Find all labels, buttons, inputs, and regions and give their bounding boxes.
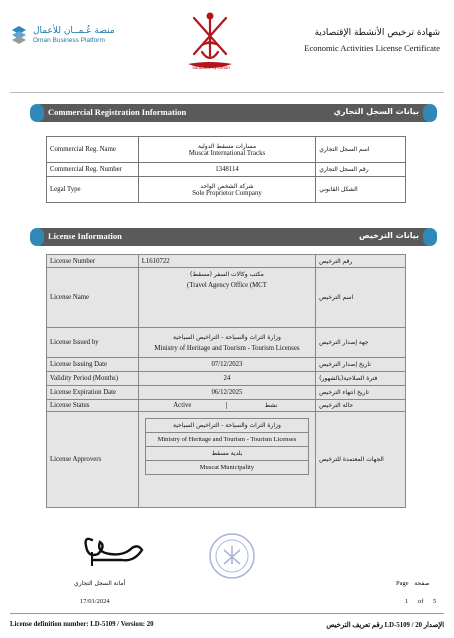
- validity-label-ar: فترة الصلاحية(بالشهور): [316, 372, 406, 386]
- license-definition-ar: رقم تعريف الترخيص LD-5109 / الإصدار 20: [326, 622, 444, 629]
- status-label-ar: حالة الترخيص: [316, 400, 406, 412]
- issue-date-label-ar: تاريخ إصدار الترخيص: [316, 358, 406, 372]
- page-label-ar: صفحة: [414, 580, 430, 587]
- row-value: [138, 177, 315, 203]
- license-name-en: (Travel Agency Office (MCT: [187, 282, 267, 289]
- issued-by-en: Ministry of Heritage and Tourism - Tourism Licenses: [154, 344, 300, 352]
- commercial-section-title-ar: بيانات السجل التجاري: [333, 107, 419, 116]
- expiry-label-en: License Expiration Date: [47, 386, 139, 400]
- oman-business-platform-logo: [10, 24, 115, 46]
- table-row: [47, 255, 406, 268]
- platform-name-en: Oman Business Platform: [33, 36, 105, 44]
- section-bar-accent-left: [30, 104, 44, 122]
- section-bar-accent-left: [30, 228, 44, 246]
- list-item: [145, 419, 308, 433]
- row-value: [138, 137, 315, 163]
- approver-1-ar: وزارة التراث والسياحة - التراخيص السياحية: [145, 419, 308, 433]
- certificate-header: [0, 0, 454, 92]
- page-total: 5: [433, 598, 437, 605]
- legal-type-en: Sole Proprietor Company: [192, 189, 262, 197]
- page-of: of: [418, 598, 424, 605]
- issue-date-label-en: License Issuing Date: [47, 358, 139, 372]
- table-row: [47, 137, 406, 163]
- table-row: [47, 268, 406, 328]
- approvers-table: [145, 418, 309, 475]
- issued-by-label-ar: جهة إصدار الترخيص: [316, 328, 406, 358]
- issued-by-value: [138, 328, 315, 358]
- status-value: [138, 400, 315, 412]
- page-number: 1: [405, 598, 409, 605]
- license-number-label-ar: رقم الترخيص: [316, 255, 406, 268]
- certificate-title-en: Economic Activities License Certificate: [304, 43, 440, 53]
- list-item: [145, 447, 308, 461]
- row-label-en: Commercial Reg. Number: [47, 163, 139, 177]
- row-label-en: Commercial Reg. Name: [47, 137, 139, 163]
- table-row: [47, 386, 406, 400]
- certificate-title-ar: شهادة ترخيص الأنشطة الإقتصادية: [314, 28, 440, 38]
- issue-date-value: 07/12/2023: [138, 358, 315, 372]
- signature-image: [62, 532, 162, 572]
- issued-by-label-en: License Issued by: [47, 328, 139, 358]
- commercial-section-bar: [32, 104, 435, 122]
- validity-value: 24: [138, 372, 315, 386]
- seal-stamp-icon: [208, 532, 256, 580]
- section-bar-accent-right: [423, 104, 437, 122]
- license-section-title-ar: بيانات الترخيص: [358, 231, 419, 240]
- license-name-ar: مكتب وكالات السفر (مسقط): [190, 271, 264, 278]
- license-information-table: [46, 254, 406, 508]
- license-number-value: L1610722: [138, 255, 315, 268]
- license-definition-en: License definition number: LD-5109 / Version: 20: [10, 621, 154, 628]
- license-section-bar: [32, 228, 435, 246]
- page-label: [392, 580, 430, 587]
- status-value-ar: نشط: [264, 402, 278, 409]
- approver-2-en: Muscat Municipality: [145, 461, 308, 475]
- platform-logo-icon: [10, 24, 28, 46]
- commercial-name-en: Muscat International Tracks: [188, 149, 266, 157]
- signature-label-ar: أمانة السجل التجاري: [74, 580, 126, 587]
- commercial-name-ar: مسارات مسقط الدولية: [197, 142, 257, 150]
- table-row: [47, 412, 406, 508]
- table-row: [47, 177, 406, 203]
- row-label-ar: الشكل القانوني: [316, 177, 406, 203]
- signature-date: 17/01/2024: [80, 598, 110, 605]
- approvers-label-en: License Approvers: [47, 412, 139, 508]
- table-row: [47, 328, 406, 358]
- status-value-en: Active: [139, 402, 227, 409]
- table-row: [47, 400, 406, 412]
- license-name-value: [138, 268, 315, 328]
- section-bar-accent-right: [423, 228, 437, 246]
- footer-divider: [10, 613, 444, 614]
- approvers-label-ar: الجهات المعتمدة للترخيص: [316, 412, 406, 508]
- license-section-title-en: License Information: [48, 231, 122, 241]
- table-row: [47, 163, 406, 177]
- expiry-value: 06/12/2025: [138, 386, 315, 400]
- approver-1-en: Ministry of Heritage and Tourism - Tourism Licenses: [145, 433, 308, 447]
- list-item: [145, 433, 308, 447]
- row-label-ar: رقم السجل التجاري: [316, 163, 406, 177]
- validity-label-en: Validity Period (Months): [47, 372, 139, 386]
- platform-name-ar: منصة عُـمــان للأعمال: [33, 25, 115, 36]
- approver-2-ar: بلدية مسقط: [145, 447, 308, 461]
- certificate-title: [304, 27, 440, 54]
- commercial-registration-table: [46, 136, 406, 203]
- issued-by-ar: وزارة التراث والسياحة - التراخيص السياحية: [173, 333, 281, 341]
- commercial-number-value: 1348114: [138, 163, 315, 177]
- approvers-list: [138, 412, 315, 508]
- status-label-en: License Status: [47, 400, 139, 412]
- table-row: [47, 358, 406, 372]
- list-item: [145, 461, 308, 475]
- legal-type-ar: شركة الشخص الواحد: [200, 182, 254, 190]
- emblem-caption: Sultanate of Oman: [192, 66, 230, 71]
- expiry-label-ar: تاريخ انتهاء الترخيص: [316, 386, 406, 400]
- license-name-label-ar: اسم الترخيص: [316, 268, 406, 328]
- row-label-en: Legal Type: [47, 177, 139, 203]
- commercial-section-title-en: Commercial Registration Information: [48, 107, 187, 117]
- row-label-ar: اسم السجل التجاري: [316, 137, 406, 163]
- page-label-en: Page: [396, 580, 409, 587]
- header-divider: [10, 92, 444, 93]
- license-name-label-en: License Name: [47, 268, 139, 328]
- license-number-label-en: License Number: [47, 255, 139, 268]
- table-row: [47, 372, 406, 386]
